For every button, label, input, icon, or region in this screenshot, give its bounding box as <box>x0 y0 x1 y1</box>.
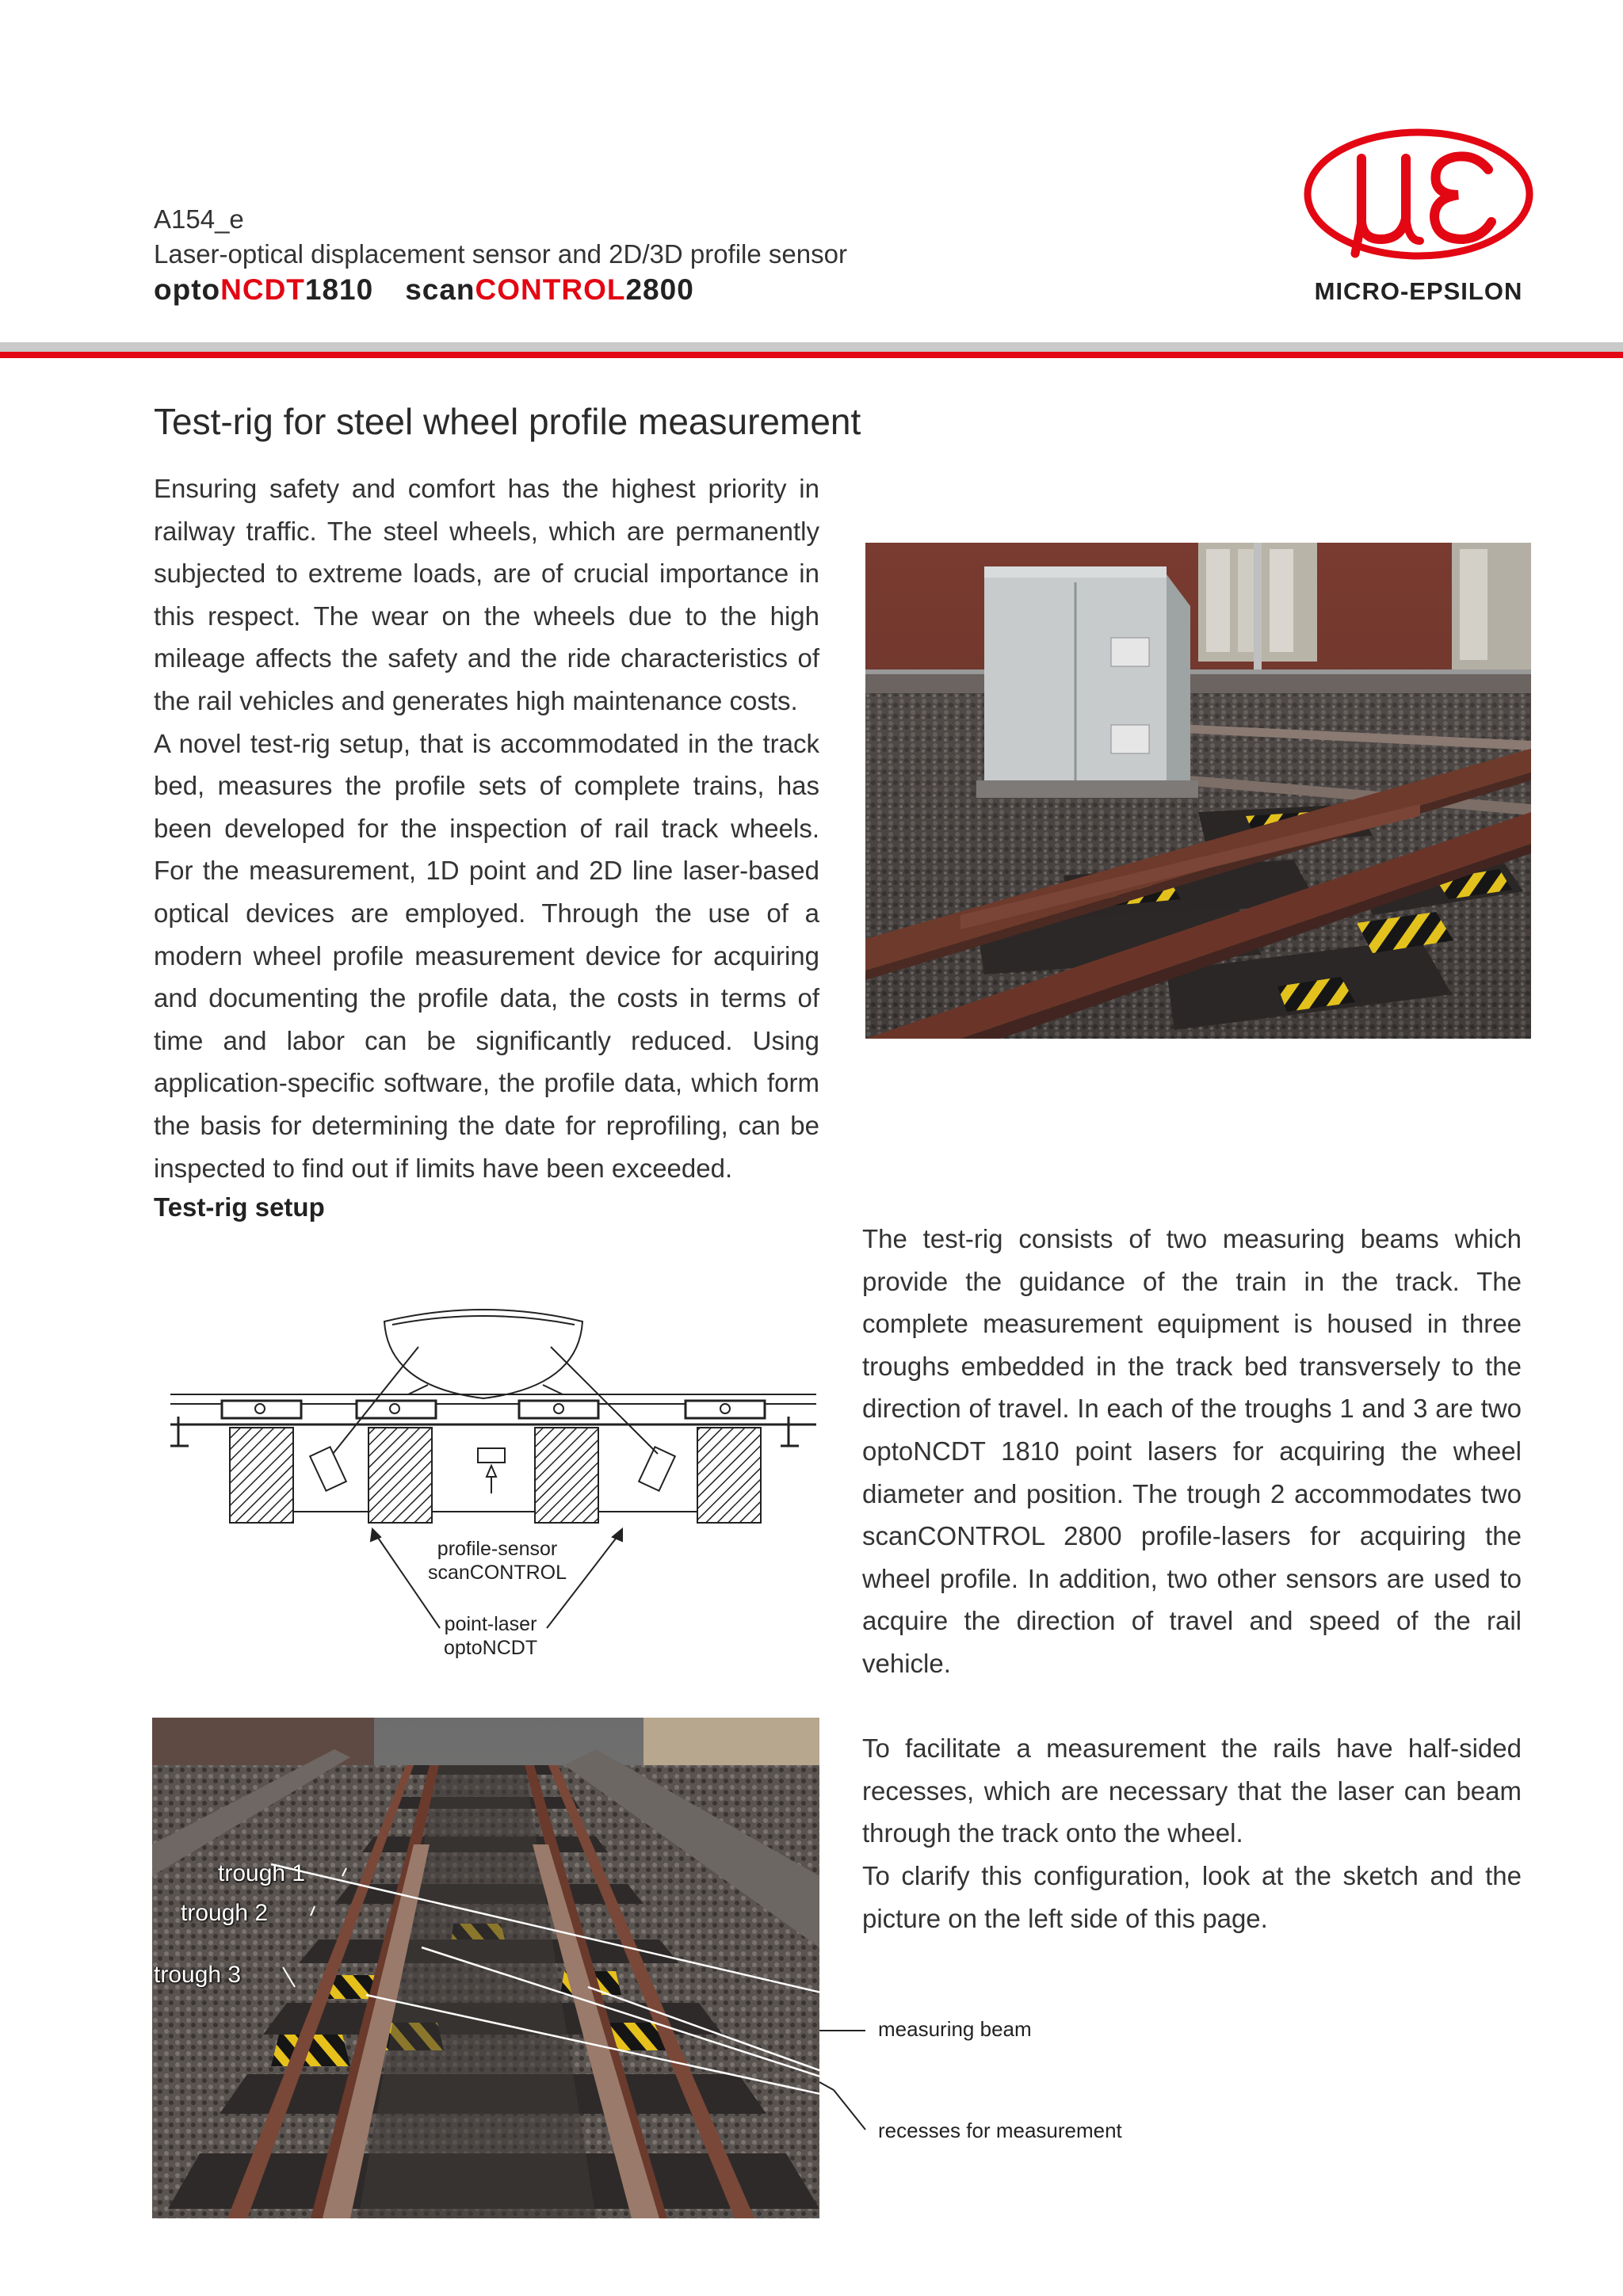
intro-paragraph-1: Ensuring safety and comfort has the highest priority in railway traffic. The steel wheels, which are permanently subjected to extreme loads, are of crucial importance in this respect. The wear on the wheels due to the high mileage affects the safety and the ride characteristics of the rail vehicles and generates high maintenance costs. <box>154 474 819 715</box>
header-rule-red <box>0 352 1623 358</box>
description-paragraph-1: The test-rig consists of two measuring beams which provide the guidance of the train in the track. The complete measurement equipment is housed in three troughs embedded in the track bed transversely to the direction of travel. In each of the troughs 1 and 3 are two optoNCDT 1810 point lasers for acquiring the wheel diameter and position. The trough 2 accommodates two scanCONTROL 2800 profile-lasers for acquiring the wheel profile. In addition, two other sensors are used to acquire the direction of travel and speed of the rail vehicle. <box>862 1224 1522 1678</box>
document-code: A154_e <box>154 204 244 234</box>
product2-suffix: 2800 <box>625 273 694 306</box>
document-subtitle: Laser-optical displacement sensor and 2D/3D profile sensor <box>154 239 847 269</box>
label-profile-sensor-line2: scanCONTROL <box>428 1562 567 1584</box>
product2-red: CONTROL <box>475 273 626 306</box>
product1-prefix: opto <box>154 273 221 306</box>
diagram-label-profile-sensor <box>428 1537 567 1585</box>
product2-prefix: scan <box>405 273 475 306</box>
label-trough-1: trough 1 <box>218 1860 306 1886</box>
diagram-label-point-laser <box>444 1612 537 1660</box>
page-title: Test-rig for steel wheel profile measurement <box>154 401 861 442</box>
annotation-measuring-beam: measuring beam <box>878 2017 1032 2041</box>
intro-text <box>154 467 819 1189</box>
label-trough-3: trough 3 <box>154 1962 242 1988</box>
intro-paragraph-2: A novel test-rig setup, that is accommodated in the track bed, measures the profile sets of complete trains, has been developed for the inspection of rail track wheels. For the measurement, 1D point and 2D line laser-based optical devices are employed. Through the use of a modern wheel profile measurement device for acquiring and documenting the profile data, the costs in terms of time and labor can be significantly reduced. Using application-specific software, the profile data, which form the basis for determining the date for reprofiling, can be inspected to find out if limits have been exceeded. <box>154 728 819 1183</box>
label-profile-sensor-line1: profile-sensor <box>437 1538 558 1560</box>
product1-suffix: 1810 <box>304 273 374 306</box>
product1-red: NCDT <box>220 273 305 306</box>
header-rule-gray <box>0 342 1623 352</box>
label-trough-2: trough 2 <box>181 1900 269 1926</box>
product-names <box>154 273 694 307</box>
logo-wordmark: MICRO-EPSILON <box>1314 277 1523 305</box>
label-point-laser-line1: point-laser <box>444 1613 537 1635</box>
description-paragraph-2: To facilitate a measurement the rails have half-sided recesses, which are necessary that the laser can beam through the track onto the wheel. <box>862 1733 1522 1848</box>
annotation-recesses: recesses for measurement <box>878 2119 1122 2142</box>
test-rig-photo <box>865 543 1531 1039</box>
section-heading-setup: Test-rig setup <box>154 1192 325 1222</box>
label-point-laser-line2: optoNCDT <box>444 1637 538 1659</box>
description-paragraph-3: To clarify this configuration, look at the sketch and the picture on the left side of this page. <box>862 1860 1522 1933</box>
micro-epsilon-logo-icon <box>1300 127 1537 261</box>
description-text <box>862 1218 1522 1939</box>
